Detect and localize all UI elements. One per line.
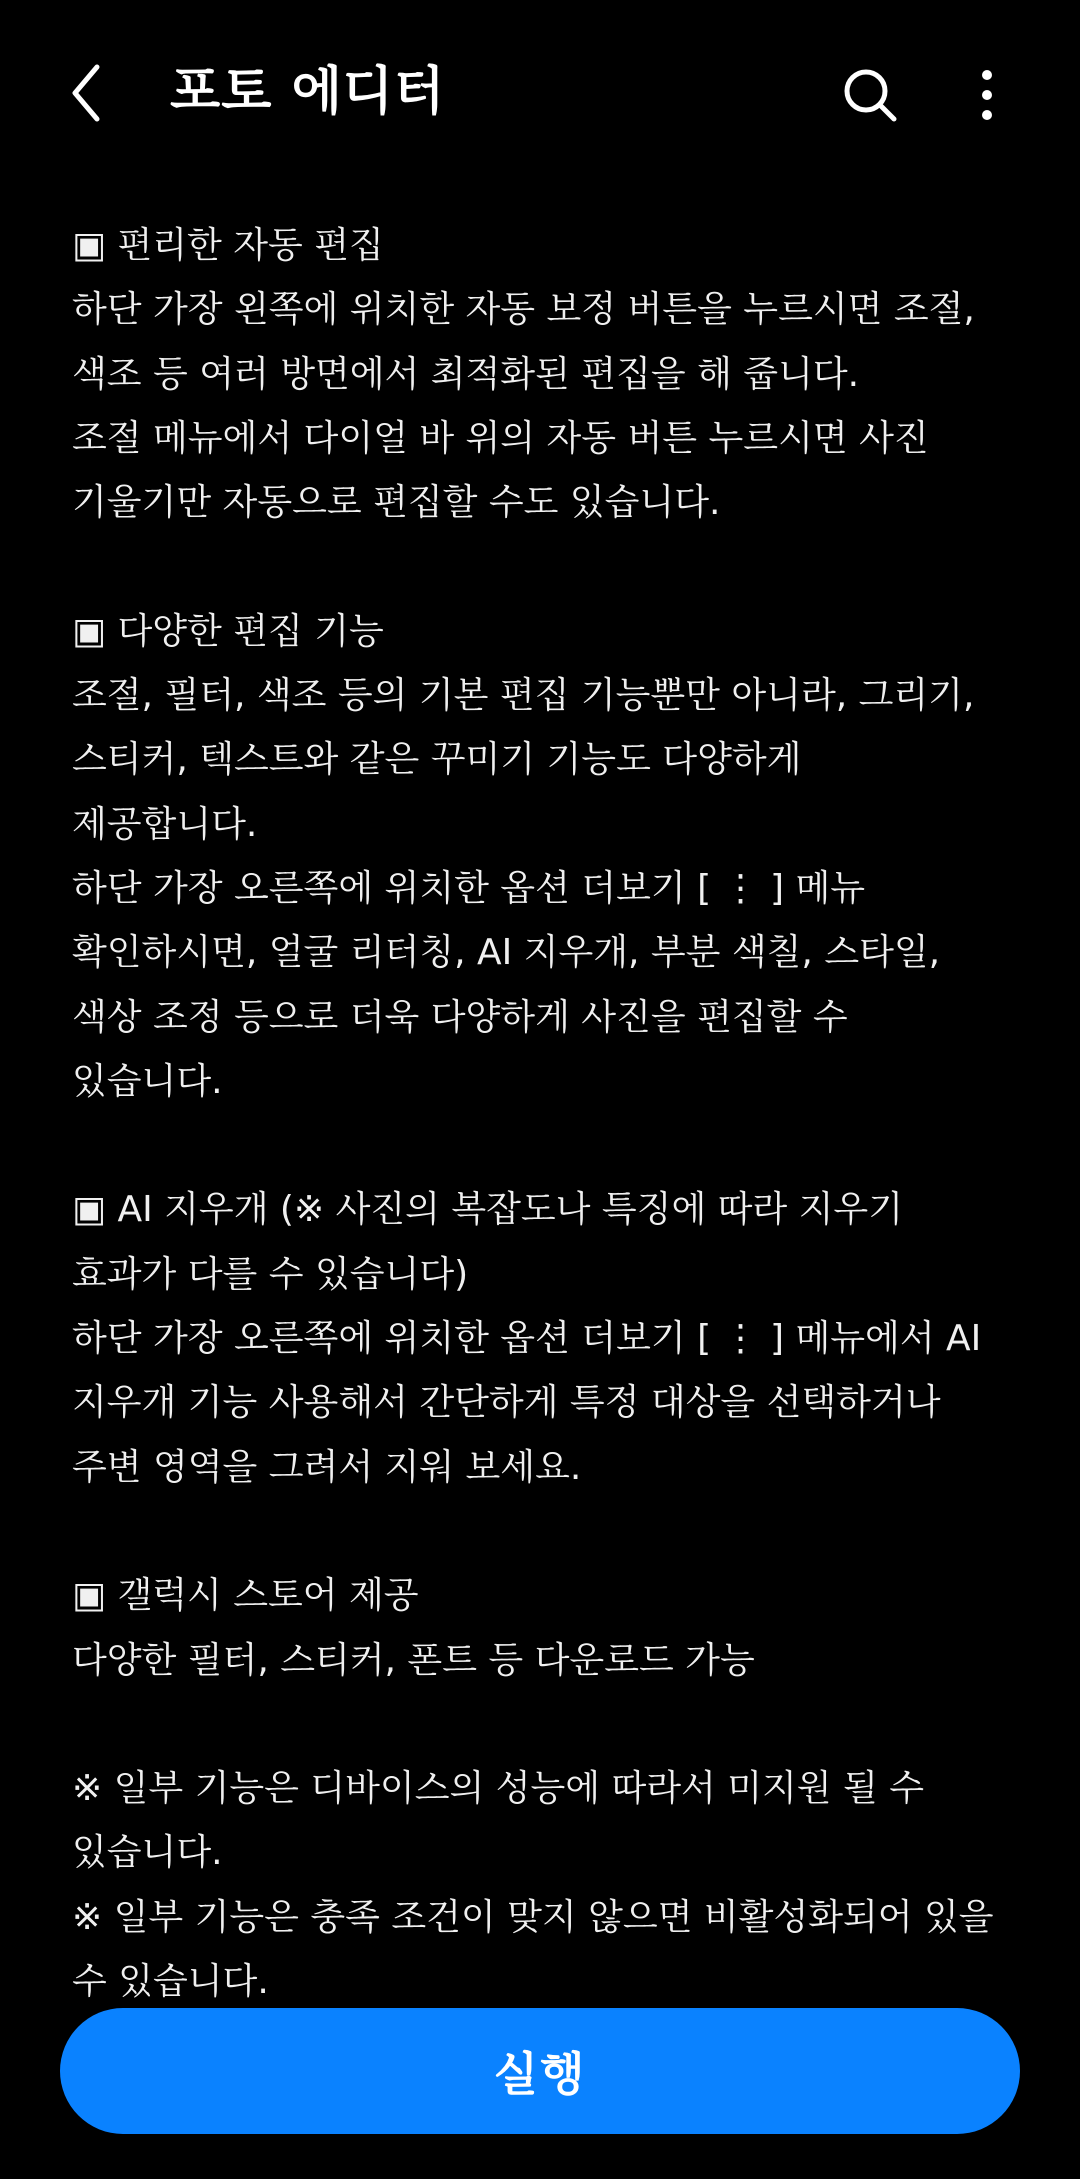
- run-button[interactable]: [60, 2008, 1020, 2134]
- description-line: 스티커, 텍스트와 같은 꾸미기 기능도 다양하게: [72, 739, 802, 781]
- description-line: 색조 등 여러 방면에서 최적화된 편집을 해 줍니다.: [72, 353, 860, 395]
- description-line: 조절 메뉴에서 다이얼 바 위의 자동 버튼 누르시면 사진: [72, 417, 929, 459]
- description-line: 조절, 필터, 색조 등의 기본 편집 기능뿐만 아니라, 그리기,: [72, 675, 975, 717]
- description-line: ▣ AI 지우개 (※ 사진의 복잡도나 특징에 따라 지우기: [72, 1189, 903, 1231]
- chevron-left-icon: [67, 63, 107, 123]
- description-line: 지우개 기능 사용해서 간단하게 특정 대상을 선택하거나: [72, 1382, 941, 1424]
- description-line: [72, 1693, 1032, 1757]
- run-button-label: 실행: [493, 2047, 587, 2101]
- description-line: 확인하시면, 얼굴 리터칭, AI 지우개, 부분 색칠, 스타일,: [72, 932, 941, 974]
- more-options-button[interactable]: [952, 60, 1022, 130]
- description-line: 수 있습니다.: [72, 1961, 269, 2003]
- description-line: 색상 조정 등으로 더욱 다양하게 사진을 편집할 수: [72, 996, 848, 1038]
- description-line: 효과가 다를 수 있습니다): [72, 1253, 469, 1295]
- description-line: 있습니다.: [72, 1832, 223, 1874]
- back-button[interactable]: [52, 58, 122, 128]
- description-line: 하단 가장 왼쪽에 위치한 자동 보정 버튼을 누르시면 조절,: [72, 289, 975, 331]
- description-line: [72, 1114, 1032, 1178]
- description-line: 제공합니다.: [72, 803, 258, 845]
- search-button[interactable]: [835, 60, 905, 130]
- description-line: ※ 일부 기능은 디바이스의 성능에 따라서 미지원 될 수: [72, 1768, 925, 1810]
- app-bar: [0, 0, 1080, 190]
- description-line: ▣ 편리한 자동 편집: [72, 225, 384, 266]
- description-line: [72, 535, 1032, 599]
- description-line: 다양한 필터, 스티커, 폰트 등 다운로드 가능: [72, 1639, 755, 1681]
- page-title: 포토 에디터: [170, 62, 446, 122]
- description-line: 있습니다.: [72, 1060, 223, 1102]
- description-line: 기울기만 자동으로 편집할 수도 있습니다.: [72, 482, 721, 524]
- description-line: ▣ 다양한 편집 기능: [72, 610, 384, 652]
- description-line: ※ 일부 기능은 충족 조건이 맞지 않으면 비활성화되어 있을: [72, 1896, 994, 1938]
- description-text: [72, 214, 1032, 2003]
- more-vertical-icon: [977, 67, 997, 123]
- description-line: ▣ 갤럭시 스토어 제공: [72, 1575, 419, 1617]
- description-line: 하단 가장 오른쪽에 위치한 옵션 더보기 [ ⋮ ] 메뉴: [72, 867, 866, 909]
- description-line: [72, 1500, 1032, 1564]
- description-line: 주변 영역을 그려서 지워 보세요.: [72, 1446, 582, 1488]
- search-icon: [842, 67, 898, 123]
- description-line: 하단 가장 오른쪽에 위치한 옵션 더보기 [ ⋮ ] 메뉴에서 AI: [72, 1318, 982, 1360]
